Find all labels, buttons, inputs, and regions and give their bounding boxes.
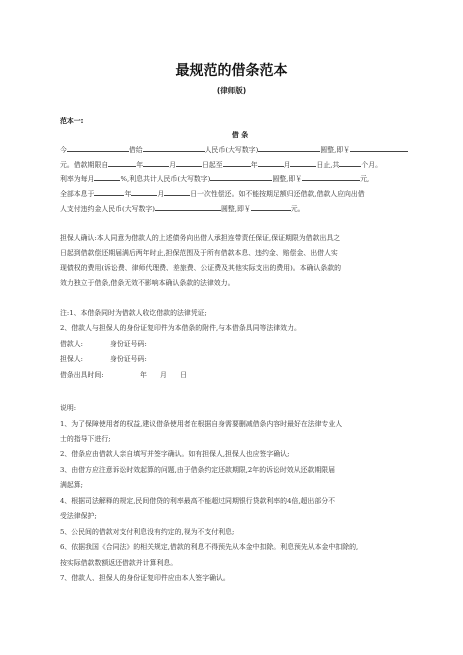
guarantee-line-4: 效力独立于借条,借条无效不影响本确认条款的法律效力。 (60, 279, 235, 287)
signature-row-borrower: 借款人: 身份证号码: (60, 340, 147, 348)
section-label: 范本一: (60, 117, 84, 125)
instruction-line-6: 4、根据司法解释的规定,民间借贷的利率最高不能超过同期银行贷款利率的4倍,超出部分不 (60, 497, 335, 505)
instruction-line-7: 受法律保护; (60, 512, 97, 520)
iou-body-line-3: 利率为每月 %,利息共计人民币(大写数字) 圆整,即￥ 元, (60, 175, 370, 183)
instruction-line-2: 士的指导下进行; (60, 435, 111, 443)
note-line-1: 注:1、本借条同时为借款人收讫借款的法律凭证; (60, 309, 207, 317)
document-title: 最规范的借条范本 (175, 63, 288, 79)
instructions-title: 说明: (60, 404, 77, 412)
guarantee-line-1: 担保人确认:本人同意为借款人的上述债务向出借人承担连带责任保证,保证期限为借款出具之 (60, 234, 341, 242)
guarantee-line-3: 现债权的费用(诉讼费、律师代理费、差旅费、公证费及其他实际支出的费用)。本确认条款的 (60, 264, 341, 272)
instruction-line-5: 满起算; (60, 481, 83, 489)
iou-body-line-1: 今 借给 人民币(大写数字) 圆整,即￥ (60, 145, 420, 155)
instruction-line-3: 2、借条应由借款人亲自填写并签字确认。如有担保人,担保人也应签字确认; (60, 450, 290, 458)
instruction-line-9: 6、依据我国《合同法》的相关规定,借款的利息不得预先从本金中扣除。利息预先从本金中扣除的, (60, 543, 359, 551)
instruction-line-1: 1、为了保障使用者的权益,建议借条使用者在根据自身需要删减借条内容时最好在法律专业人 (60, 420, 343, 428)
signature-row-guarantor: 担保人: 身份证号码: (60, 355, 147, 363)
instruction-line-11: 7、借款人、担保人的身份证复印件应由本人签字确认。 (60, 574, 230, 582)
instruction-line-8: 5、公民间的借款对支付利息没有约定的,视为不支付利息; (60, 528, 235, 536)
instruction-line-10: 按实际借款数额返还借款并计算利息。 (60, 559, 178, 567)
iou-body-line-5: 人支付违约金人民币(大写数字) 圆整,即￥ 元。 (60, 205, 305, 213)
note-line-2: 2、借款人与担保人的身份证复印件为本借条的附件,与本借条具同等法律效力。 (60, 324, 301, 332)
iou-body-line-4: 全部本息于 年 月 日一次性偿还。如不能按期足额归还借款,借款人应向出借 (60, 190, 365, 198)
guarantee-line-2: 日起到借款偿还期届满后两年时止,担保范围及于所有借款本息、违约金、赔偿金、出借人实 (60, 249, 338, 257)
signature-row-date: 借条出具时间: 年 月 日 (60, 371, 187, 379)
document-subtitle: (律师版) (216, 86, 247, 95)
instruction-line-4: 3、由借方应注意诉讼时效起算的问题,由于借条约定还款期限,2年的诉讼时效从还款期限届 (60, 466, 335, 474)
iou-heading: 借 条 (231, 131, 249, 139)
iou-body-line-2: 元。借款期限自 年 月 日起至 年 月 日止,共 个月。 (60, 161, 383, 169)
